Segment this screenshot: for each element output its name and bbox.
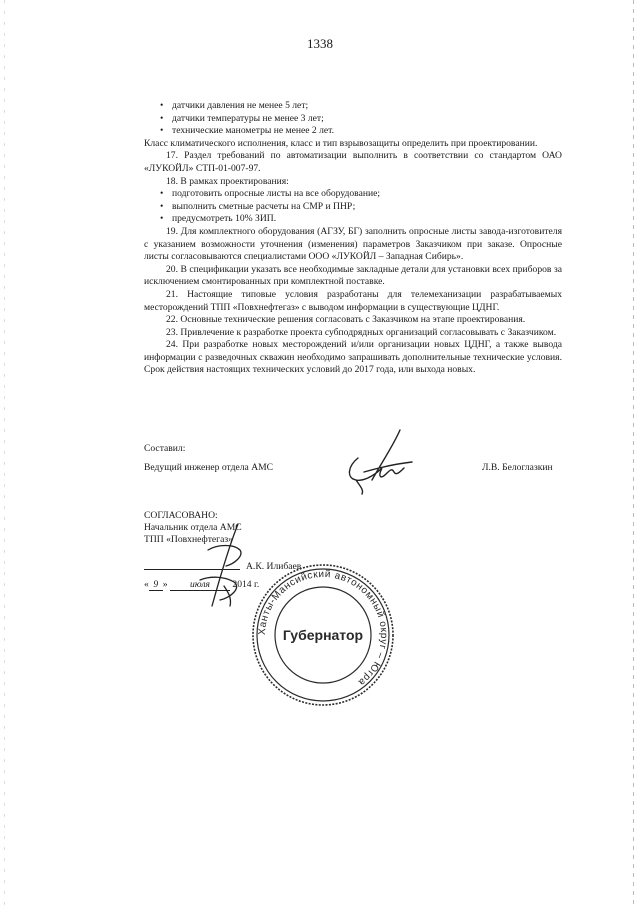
bullet-item: • предусмотреть 10% ЗИП. [144, 213, 562, 226]
paragraph-17: 17. Раздел требований по автоматизации выполнить в соответствии со стандартом ОАО «ЛУКОЙЛ» СТП-01-007-97. [144, 150, 562, 174]
approved-label: СОГЛАСОВАНО: [144, 510, 218, 521]
bullet-item: • датчики температуры не менее 3 лет; [144, 113, 562, 126]
approver-name: А.К. Илибаев [246, 561, 302, 572]
paragraph-22: 22. Основные технические решения согласовать с Заказчиком на этапе проектирования. [166, 314, 526, 326]
document-body [144, 100, 562, 377]
bullet-item: • технические манометры не менее 2 лет. [144, 125, 562, 138]
paragraph-18: 18. В рамках проектирования: [166, 175, 289, 187]
approver-title: Начальник отдела АМС [144, 522, 242, 533]
paragraph-23: 23. Привлечение к разработке проекта субподрядных организаций согласовывать с Заказчиком. [166, 326, 557, 338]
engineer-signature [338, 428, 418, 498]
paragraph-19: 19. Для комплектного оборудования (АГЗУ, БГ) заполнить опросные листы завода-изготовителя с указанием возможности уточнения (изменения) параметров Заказчиком при заказе. Опросные листы согласовываются специалистами ООО «ЛУКОЙЛ – Западная Сибирь». [144, 225, 562, 263]
date-year: 2014 г. [232, 579, 260, 590]
page-number: 1338 [307, 36, 333, 51]
compiled-by-label: Составил: [144, 443, 186, 454]
scan-edge-left [4, 0, 5, 905]
date-month: июля [170, 579, 230, 591]
approver-org: ТПП «Повхнефтегаз» [144, 534, 233, 545]
date-day: 9 [149, 579, 163, 591]
scan-edge-right [633, 0, 634, 905]
engineer-name: Л.В. Белоглазкин [482, 462, 553, 473]
governor-seal [248, 560, 398, 710]
paragraph-climate: Класс климатического исполнения, класс и тип взрывозащиты определить при проектировании. [144, 137, 538, 149]
bullet-item: • датчики давления не менее 5 лет; [144, 100, 562, 113]
bullet-item: • выполнить сметные расчеты на СМР и ПНР; [144, 201, 562, 214]
seal-center-text: Губернатор [282, 627, 364, 643]
seal-ring-text: Ханты-Мансийский автономный округ – Югра [256, 568, 390, 688]
paragraph-24: 24. При разработке новых месторождений и/или организации новых ЦДНГ, а также вывода информации с разведочных скважин необходимо запрашивать дополнительные технические условия. Срок действия настоящих технических условий до 2017 года, или выхода новых. [144, 339, 562, 376]
approval-date: « 9 » июля 2014 г. [144, 579, 260, 590]
engineer-title: Ведущий инженер отдела АМС [144, 462, 274, 473]
paragraph-21: 21. Настоящие типовые условия разработаны для телемеханизации разрабатываемых месторождений ТПП «Повхнефтегаз» с выводом информации в существующие ЦДНГ. [144, 288, 562, 313]
bullet-item: • подготовить опросные листы на все оборудование; [144, 188, 562, 201]
paragraph-20: 20. В спецификации указать все необходимые закладные детали для установки всех приборов за исключением смонтированных при комплектной поставке. [144, 263, 562, 288]
